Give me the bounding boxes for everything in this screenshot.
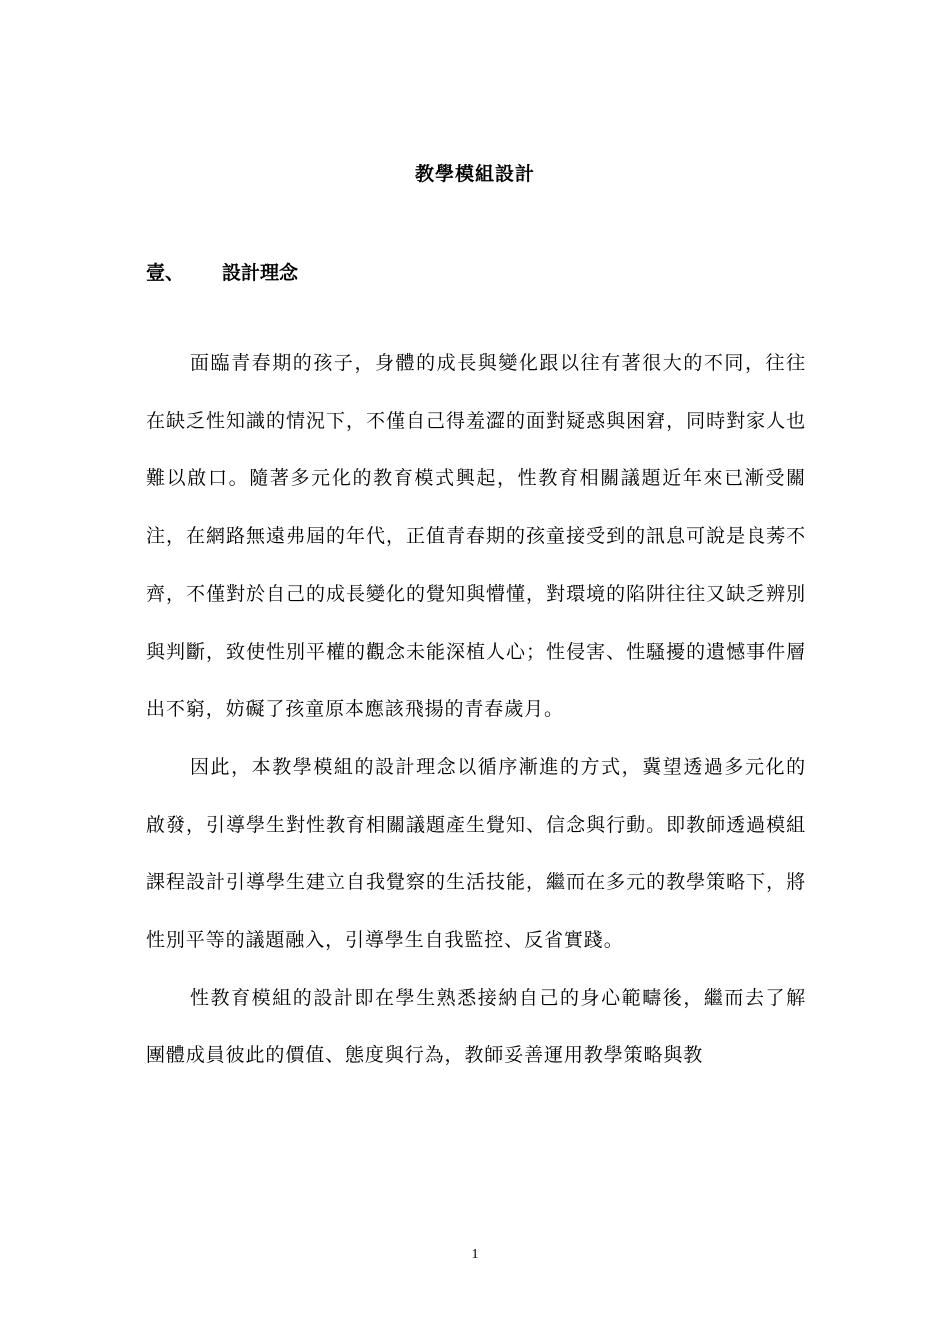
paragraph-3: 性教育模組的設計即在學生熟悉接納自己的身心範疇後，繼而去了解團體成員彼此的價值、態度與行為，教師妥善運用教學策略與教 [146, 986, 806, 1067]
section-title: 設計理念 [222, 262, 299, 284]
page-number: 1 [471, 1247, 479, 1262]
paragraph-1: 面臨青春期的孩子，身體的成長與變化跟以往有著很大的不同，往往在缺乏性知識的情況下，不僅自己得羞澀的面對疑惑與困窘，同時對家人也難以啟口。隨著多元化的教育模式興起，性教育相關議題近年來已漸受關注，在網路無遠弗屆的年代，正值青春期的孩童接受到的訊息可說是良莠不齊，不僅對於自己的成長變化的覺知與懵懂，對環境的陷阱往往又缺乏辨別與判斷，致使性別平權的觀念未能深植人心；性侵害、性騷擾的遺憾事件層出不窮，妨礙了孩童原本應該飛揚的青春歲月。 [146, 352, 806, 721]
document-title: 教學模組設計 [414, 163, 535, 185]
section-heading [146, 259, 298, 287]
section-number: 壹、 [146, 262, 185, 284]
paragraph-2: 因此，本教學模組的設計理念以循序漸進的方式，冀望透過多元化的啟發，引導學生對性教育相關議題產生覺知、信念與行動。即教師透過模組課程設計引導學生建立自我覺察的生活技能，繼而在多元的教學策略下，將性別平等的議題融入，引導學生自我監控、反省實踐。 [146, 755, 806, 952]
body-text [146, 335, 806, 1085]
